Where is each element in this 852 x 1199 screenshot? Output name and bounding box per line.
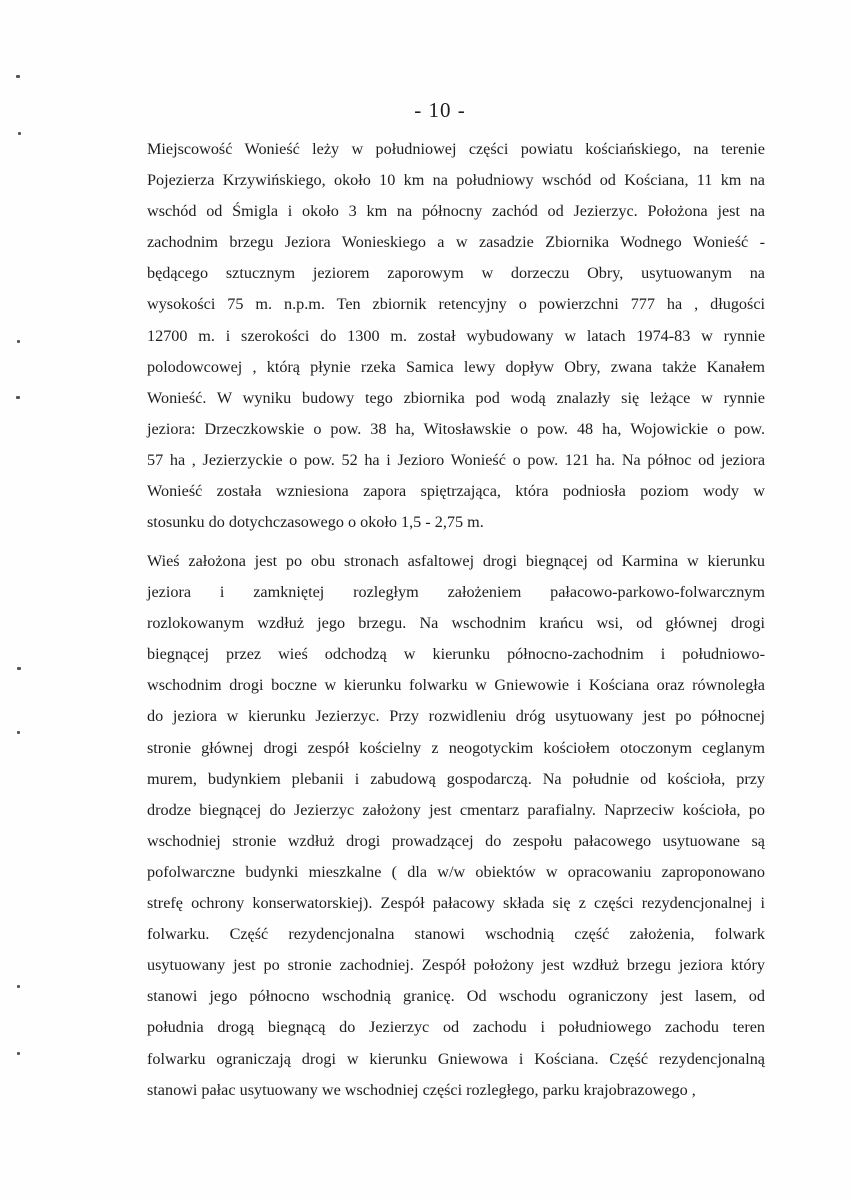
scan-speck bbox=[17, 985, 20, 988]
text-line: folwarku ograniczają drogi w kierunku Gniewowa i Kościana. Część rezydencjonalną bbox=[147, 1049, 765, 1068]
text-line: jeziora: Drzeczkowskie o pow. 38 ha, Witosławskie o pow. 48 ha, Wojowickie o pow. bbox=[147, 419, 765, 438]
text-line: jeziora i zamkniętej rozległym założeniem pałacowo-parkowo-folwarcznym bbox=[147, 583, 765, 602]
scan-speck bbox=[17, 667, 21, 670]
text-line: 57 ha , Jezierzyckie o pow. 52 ha i Jezioro Wonieść o pow. 121 ha. Na północ od jeziora bbox=[147, 450, 765, 469]
text-line: stosunku do dotychczasowego o około 1,5 - 2,75 m. bbox=[147, 513, 484, 532]
text-line: 12700 m. i szerokości do 1300 m. został wybudowany w latach 1974-83 w rynnie bbox=[147, 326, 765, 345]
text-line: Wonieść. W wyniku budowy tego zbiornika pod wodą znalazły się leżące w rynnie bbox=[147, 388, 765, 407]
text-line: wschodniej stronie wzdłuż drogi prowadzącej do zespołu pałacowego usytuowane są bbox=[147, 831, 765, 850]
text-line: wschód od Śmigla i około 3 km na północny zachód od Jezierzyc. Położona jest na bbox=[147, 202, 765, 221]
text-line: wschodnim drogi boczne w kierunku folwarku w Gniewowie i Kościana oraz równoległa bbox=[147, 676, 765, 695]
paragraph-village bbox=[147, 546, 765, 1106]
text-line: biegnącej przez wieś odchodzą w kierunku północno-zachodnim i południowo- bbox=[147, 645, 765, 664]
text-line: murem, budynkiem plebanii i zabudową gospodarczą. Na południe od kościoła, przy bbox=[147, 769, 765, 788]
text-line: zachodnim brzegu Jeziora Wonieskiego a w zasadzie Zbiornika Wodnego Wonieść - bbox=[147, 233, 765, 252]
text-line: rozlokowanym wzdłuż jego brzegu. Na wschodnim krańcu wsi, od głównej drogi bbox=[147, 614, 765, 633]
text-line: Miejscowość Wonieść leży w południowej części powiatu kościańskiego, na terenie bbox=[147, 140, 765, 158]
text-line: folwarku. Część rezydencjonalna stanowi wschodnią część założenia, folwark bbox=[147, 925, 765, 944]
text-line: polodowcowej , którą płynie rzeka Samica lewy dopływ Obry, zwana także Kanałem bbox=[147, 357, 765, 376]
text-line: Pojezierza Krzywińskiego, około 10 km na południowy wschód od Kościana, 11 km na bbox=[147, 171, 765, 190]
scan-speck bbox=[17, 1052, 20, 1055]
scan-speck bbox=[17, 731, 20, 734]
text-line: będącego sztucznym jeziorem zaporowym w dorzeczu Obry, usytuowanym na bbox=[147, 264, 765, 283]
text-line: południa drogą biegnącą do Jezierzyc od zachodu i południowego zachodu teren bbox=[147, 1018, 765, 1037]
scan-speck bbox=[16, 396, 20, 399]
paragraph-location bbox=[147, 134, 765, 538]
scan-speck bbox=[16, 75, 20, 78]
text-line: strefę ochrony konserwatorskiej). Zespół pałacowy składa się z części rezydencjonalnej i bbox=[147, 894, 765, 913]
text-line: do jeziora w kierunku Jezierzyc. Przy rozwidleniu dróg usytuowany jest po północnej bbox=[147, 707, 765, 726]
text-line: Wieś założona jest po obu stronach asfaltowej drogi biegnącej od Karmina w kierunku bbox=[147, 552, 765, 570]
page-number: - 10 - bbox=[414, 98, 466, 122]
text-line: drodze biegnącej do Jezierzyc założony jest cmentarz parafialny. Naprzeciw kościoła, po bbox=[147, 800, 765, 819]
text-line: usytuowany jest po stronie zachodniej. Zespół położony jest wzdłuż brzegu jeziora który bbox=[147, 956, 765, 975]
text-line: Wonieść została wzniesiona zapora spiętrzająca, która podniosła poziom wody w bbox=[147, 482, 765, 501]
text-line: wysokości 75 m. n.p.m. Ten zbiornik retencyjny o powierzchni 777 ha , długości bbox=[147, 295, 765, 314]
text-line: stronie głównej drogi zespół kościelny z neogotyckim kościołem otoczonym ceglanym bbox=[147, 738, 765, 757]
scan-speck bbox=[18, 132, 21, 135]
text-line: stanowi jego północno wschodnią granicę. Od wschodu ograniczony jest lasem, od bbox=[147, 987, 765, 1006]
text-line: pofolwarczne budynki mieszkalne ( dla w/w obiektów w opracowaniu zaproponowano bbox=[147, 862, 765, 881]
scan-speck bbox=[17, 340, 20, 343]
text-line: stanowi pałac usytuowany we wschodniej części rozległego, parku krajobrazowego , bbox=[147, 1080, 696, 1099]
